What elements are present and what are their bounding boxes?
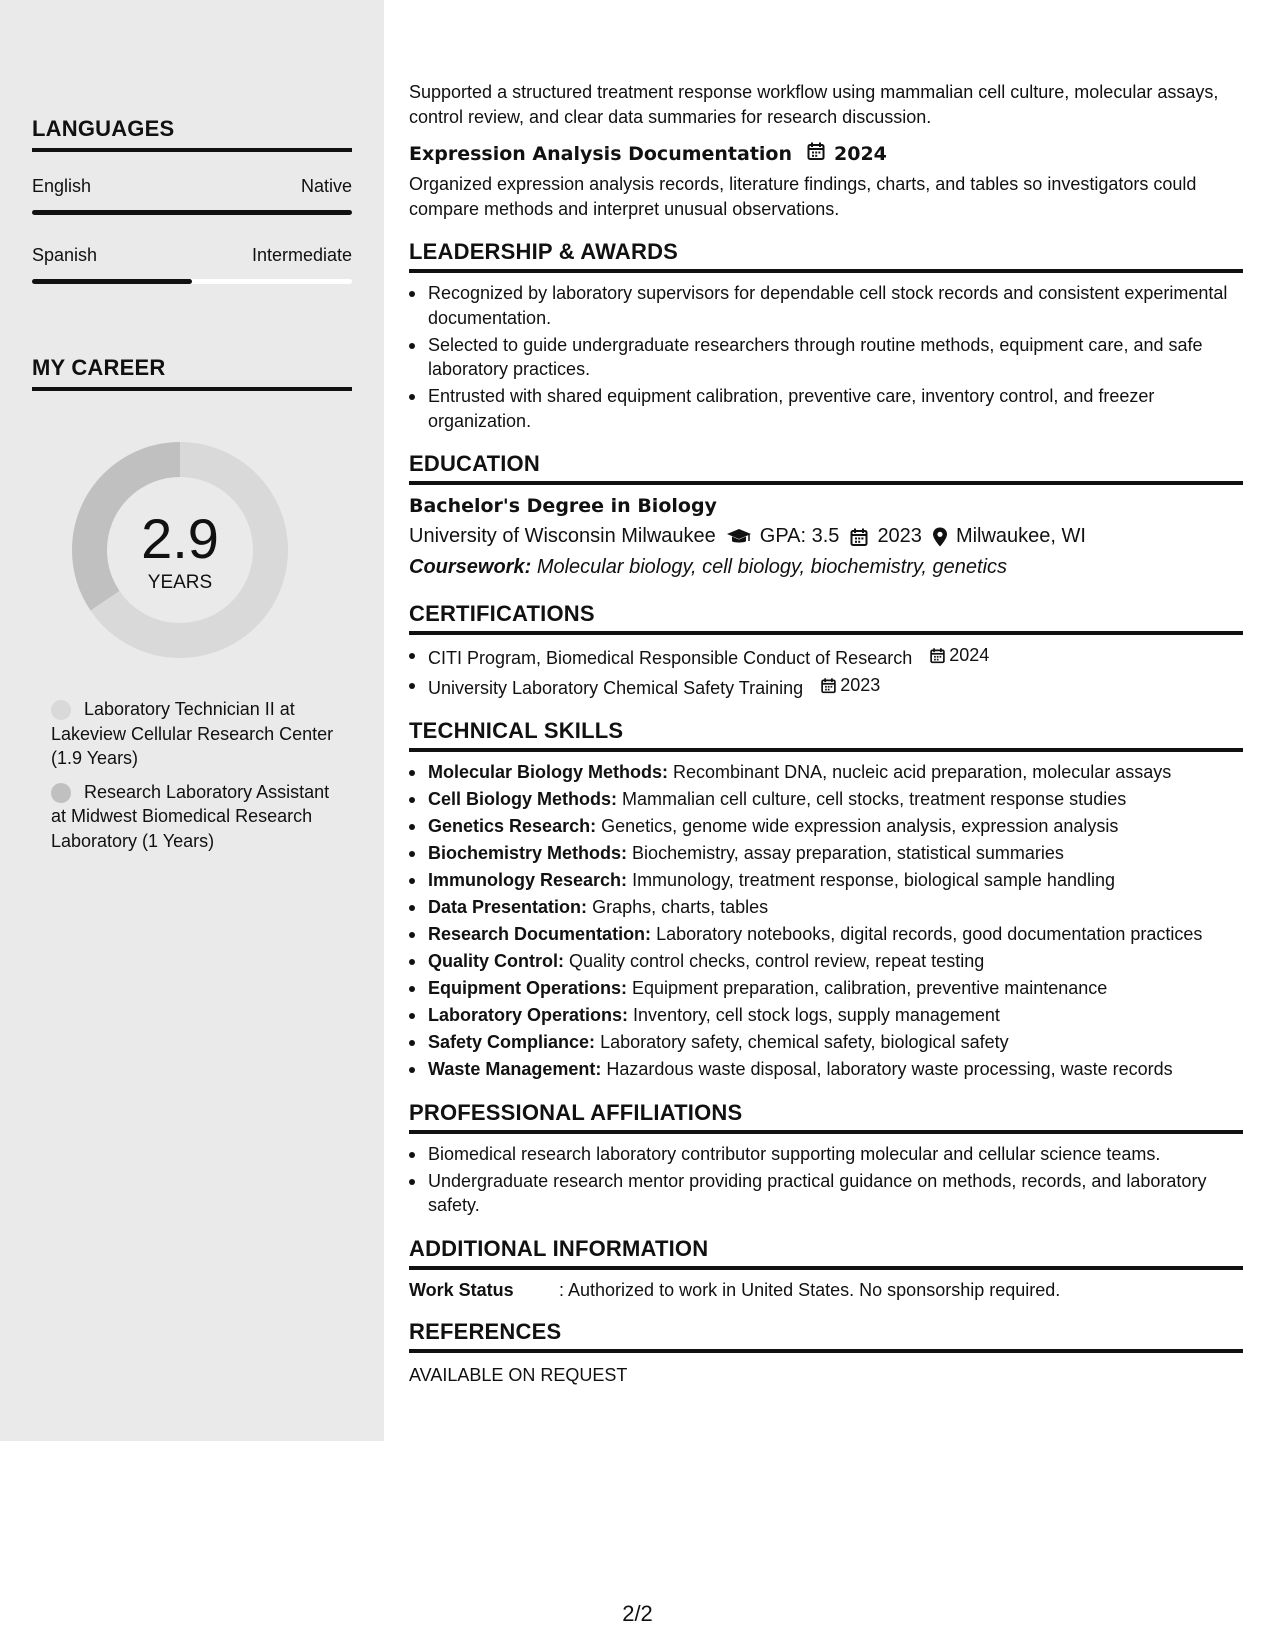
career-section (32, 355, 352, 391)
career-item (51, 697, 341, 771)
skill-item (409, 868, 1243, 893)
language-spanish (32, 245, 352, 284)
skill-label: Waste Management: (428, 1059, 602, 1079)
references-title: REFERENCES (409, 1319, 1243, 1353)
work-status-value: : Authorized to work in United States. No sponsorship required. (559, 1279, 1061, 1300)
coursework-label: Coursework: (409, 556, 532, 578)
career-dot-icon (51, 700, 71, 720)
skill-label: Laboratory Operations: (428, 1005, 629, 1025)
skill-value: Immunology, treatment response, biological sample handling (632, 870, 1115, 890)
skill-value: Laboratory notebooks, digital records, good documentation practices (656, 924, 1203, 944)
language-level: Intermediate (251, 245, 352, 265)
skill-item (409, 949, 1243, 974)
coursework-text: Molecular biology, cell biology, biochemistry, genetics (536, 556, 1008, 578)
skill-value: Inventory, cell stock logs, supply management (633, 1005, 1000, 1025)
education-location: Milwaukee, WI (955, 525, 1086, 547)
work-status-row (409, 1280, 1243, 1301)
career-title: MY CAREER (32, 355, 352, 391)
certifications-list (409, 643, 1243, 700)
skill-item (409, 1057, 1243, 1082)
skill-value: Biochemistry, assay preparation, statistical summaries (632, 843, 1064, 863)
skill-value: Graphs, charts, tables (592, 897, 769, 917)
career-donut-chart (66, 436, 294, 664)
education-title: EDUCATION (409, 451, 1243, 485)
career-item-text: Laboratory Technician II at Lakeview Cellular Research Center (1.9 Years) (51, 699, 334, 768)
main-content (409, 80, 1243, 1386)
project-intro-text: Supported a structured treatment response workflow using mammalian cell culture, molecular assays, control review, and clear data summaries for research discussion. (409, 82, 1219, 127)
page-number: 2/2 (622, 1601, 653, 1626)
project-description: Organized expression analysis records, literature findings, charts, and tables so investigators could compare methods and interpret unusual observations. (409, 174, 1197, 219)
languages-title: LANGUAGES (32, 116, 352, 152)
skill-item (409, 787, 1243, 812)
skill-item (409, 814, 1243, 839)
skill-label: Molecular Biology Methods: (428, 762, 669, 782)
education-coursework (409, 556, 1243, 579)
sidebar (0, 0, 384, 1441)
skill-item (409, 841, 1243, 866)
career-item-text: Research Laboratory Assistant at Midwest Biomedical Research Laboratory (1 Years) (51, 781, 330, 851)
certification-name: CITI Program, Biomedical Responsible Conduct of Research (428, 647, 913, 668)
career-total-unit: YEARS (147, 572, 213, 593)
certification-year: 2023 (840, 674, 881, 695)
skill-value: Laboratory safety, chemical safety, biological safety (600, 1032, 1009, 1052)
project-year: 2024 (834, 142, 887, 165)
work-status-label: Work Status (409, 1279, 514, 1300)
skill-label: Cell Biology Methods: (428, 789, 617, 809)
skill-item (409, 895, 1243, 920)
calendar-icon (849, 527, 869, 547)
language-bar-fill (32, 210, 352, 215)
skill-item (409, 1030, 1243, 1055)
certifications-title: CERTIFICATIONS (409, 601, 1243, 635)
education-school: University of Wisconsin Milwaukee (409, 525, 716, 547)
career-list (51, 697, 341, 862)
skill-value: Recombinant DNA, nucleic acid preparation, molecular assays (673, 762, 1172, 782)
language-name: English (32, 176, 92, 196)
calendar-icon (929, 647, 949, 664)
location-pin-icon (932, 527, 948, 547)
skill-label: Biochemistry Methods: (428, 843, 628, 863)
career-total-value: 2.9 (141, 507, 219, 570)
references-text: AVAILABLE ON REQUEST (409, 1364, 628, 1385)
skill-label: Immunology Research: (428, 870, 628, 890)
skill-label: Quality Control: (428, 951, 564, 971)
certification-year: 2024 (949, 645, 990, 665)
list-item (409, 673, 1243, 700)
list-item: Entrusted with shared equipment calibration, preventive care, inventory control, and freezer organization. (409, 384, 1243, 433)
project-title: Expression Analysis Documentation (409, 142, 793, 165)
list-item: Selected to guide undergraduate researchers through routine methods, equipment care, and safe laboratory practices. (409, 333, 1243, 382)
project-title-row (409, 141, 1243, 166)
language-bar-fill (32, 279, 192, 284)
leadership-title: LEADERSHIP & AWARDS (409, 239, 1243, 273)
career-dot-icon (51, 783, 71, 803)
skill-item (409, 976, 1243, 1001)
skill-label: Safety Compliance: (428, 1032, 596, 1052)
skill-value: Genetics, genome wide expression analysis, expression analysis (601, 816, 1119, 836)
language-bar (32, 210, 352, 215)
skill-item (409, 1003, 1243, 1028)
list-item (409, 643, 1243, 670)
skill-label: Equipment Operations: (428, 978, 628, 998)
graduation-cap-icon (726, 528, 752, 546)
skill-value: Equipment preparation, calibration, preventive maintenance (632, 978, 1108, 998)
leadership-list (409, 281, 1243, 433)
skill-label: Research Documentation: (428, 924, 652, 944)
skill-value: Hazardous waste disposal, laboratory waste processing, waste records (606, 1059, 1173, 1079)
education-details (409, 525, 1243, 548)
calendar-icon (820, 677, 840, 694)
skill-label: Data Presentation: (428, 897, 588, 917)
calendar-icon (806, 141, 826, 166)
education-degree: Bachelor's Degree in Biology (409, 495, 717, 517)
affiliations-list (409, 1142, 1243, 1218)
language-bar (32, 279, 352, 284)
list-item: Undergraduate research mentor providing practical guidance on methods, records, and laboratory safety. (409, 1169, 1243, 1218)
skill-item (409, 760, 1243, 785)
language-english (32, 176, 352, 215)
language-level: Native (300, 176, 352, 196)
skill-item (409, 922, 1243, 947)
skill-label: Genetics Research: (428, 816, 597, 836)
list-item: Recognized by laboratory supervisors for dependable cell stock records and consistent experimental documentation. (409, 281, 1243, 330)
skills-title: TECHNICAL SKILLS (409, 718, 1243, 752)
skill-value: Mammalian cell culture, cell stocks, treatment response studies (622, 789, 1127, 809)
certification-name: University Laboratory Chemical Safety Training (428, 677, 804, 698)
education-gpa: GPA: 3.5 (759, 525, 840, 547)
additional-info-title: ADDITIONAL INFORMATION (409, 1236, 1243, 1270)
languages-section (32, 116, 352, 284)
affiliations-title: PROFESSIONAL AFFILIATIONS (409, 1100, 1243, 1134)
skill-value: Quality control checks, control review, repeat testing (569, 951, 985, 971)
language-name: Spanish (32, 245, 98, 265)
skills-list (409, 760, 1243, 1082)
education-year: 2023 (877, 525, 922, 547)
list-item: Biomedical research laboratory contributor supporting molecular and cellular science teams. (409, 1142, 1243, 1167)
career-item (51, 780, 341, 854)
